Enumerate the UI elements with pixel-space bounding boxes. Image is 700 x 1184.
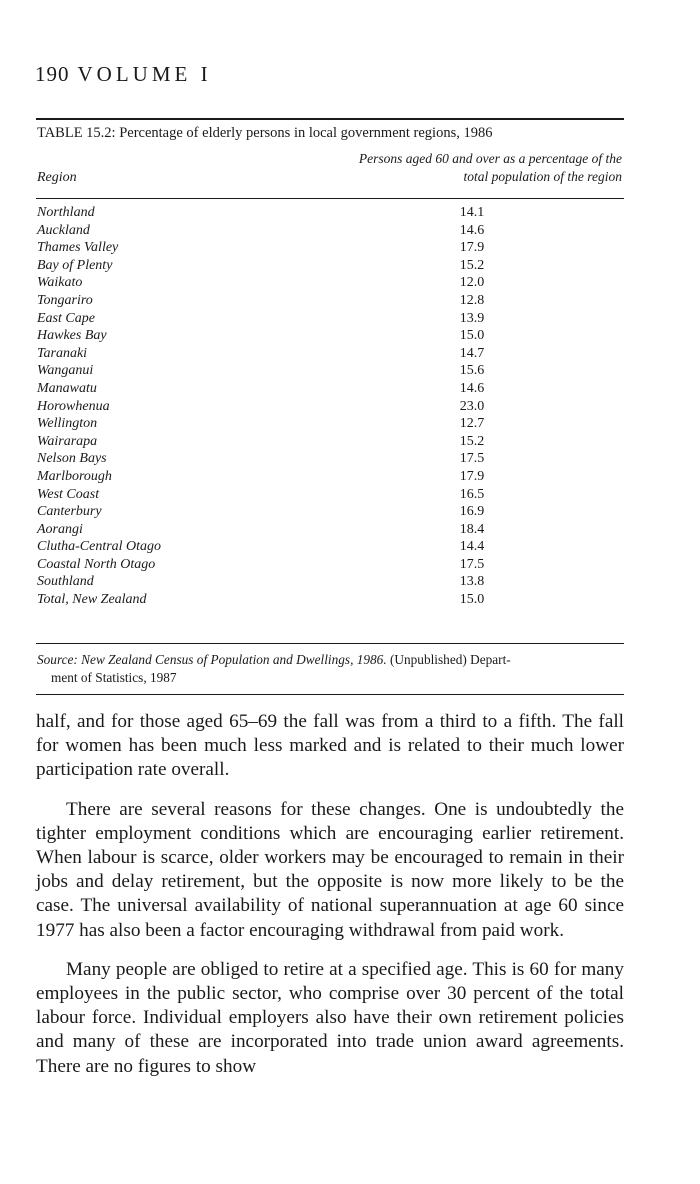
region-name: Clutha-Central Otago xyxy=(37,539,162,555)
table-row xyxy=(0,346,700,364)
table-row xyxy=(0,293,700,311)
region-percentage: 16.5 xyxy=(459,486,485,502)
region-name: Auckland xyxy=(37,222,90,238)
table-row xyxy=(0,522,700,540)
region-percentage: 12.8 xyxy=(459,292,485,308)
region-percentage: 15.6 xyxy=(459,363,485,379)
header-rule xyxy=(36,198,624,199)
table-row xyxy=(0,223,700,241)
region-name: Marlborough xyxy=(37,468,112,484)
region-name: Wairarapa xyxy=(37,433,98,449)
region-percentage: 15.0 xyxy=(459,592,485,608)
table-row xyxy=(0,363,700,381)
table-row xyxy=(0,487,700,505)
region-name: West Coast xyxy=(37,486,100,502)
table-row xyxy=(0,275,700,293)
region-name: Coastal North Otago xyxy=(37,556,156,572)
table-row xyxy=(0,381,700,399)
body-paragraph-1: half, and for those aged 65–69 the fall was from a third to a fifth. The fall for women has been much less marked and is related to their much lower participation rate overall. xyxy=(36,711,624,781)
region-percentage: 15.0 xyxy=(459,328,485,344)
value-column-header-line2: total population of the region xyxy=(463,169,622,184)
running-head xyxy=(35,62,212,87)
table-row xyxy=(0,258,700,276)
region-name: Thames Valley xyxy=(37,240,119,256)
region-name: Taranaki xyxy=(37,345,88,361)
region-column-header: Region xyxy=(37,170,77,185)
region-percentage: 14.1 xyxy=(459,205,485,220)
region-name: Aorangi xyxy=(37,521,83,537)
region-percentage: 14.4 xyxy=(459,539,485,555)
region-percentage: 14.7 xyxy=(459,345,485,361)
region-percentage: 12.7 xyxy=(459,416,485,432)
region-name: Tongariro xyxy=(37,292,93,308)
region-name: Total, New Zealand xyxy=(37,592,147,608)
region-percentage: 15.2 xyxy=(459,433,485,449)
table-row xyxy=(0,434,700,452)
table-row xyxy=(0,469,700,487)
table-row xyxy=(0,539,700,557)
region-percentage: 17.5 xyxy=(459,556,485,572)
table-title: TABLE 15.2: Percentage of elderly persons in local government regions, 1986 xyxy=(37,125,493,141)
source-citation: Source: New Zealand Census of Population and Dwellings, 1986. xyxy=(37,652,387,667)
table-bottom-rule xyxy=(36,643,624,644)
table-row xyxy=(0,311,700,329)
table-row xyxy=(0,240,700,258)
source-bottom-rule xyxy=(36,694,624,695)
table-row xyxy=(0,399,700,417)
region-name: Wanganui xyxy=(37,363,94,379)
region-percentage: 14.6 xyxy=(459,380,485,396)
region-percentage: 13.8 xyxy=(459,574,485,590)
region-percentage: 18.4 xyxy=(459,521,485,537)
region-percentage: 15.2 xyxy=(459,257,485,273)
table-row xyxy=(0,504,700,522)
volume-label: VOLUME I xyxy=(77,62,212,86)
body-text xyxy=(36,710,624,1094)
region-percentage: 17.9 xyxy=(459,240,485,256)
source-line2: ment of Statistics, 1987 xyxy=(51,670,177,685)
region-name: East Cape xyxy=(37,310,95,326)
region-name: Wellington xyxy=(37,416,98,432)
region-name: Horowhenua xyxy=(37,398,110,414)
region-name: Bay of Plenty xyxy=(37,257,113,273)
region-name: Northland xyxy=(37,205,95,220)
value-column-header-line1: Persons aged 60 and over as a percentage of the xyxy=(358,151,622,166)
table-row xyxy=(0,205,700,223)
table-source-note xyxy=(37,651,627,687)
table-row xyxy=(0,328,700,346)
region-percentage: 13.9 xyxy=(459,310,485,326)
body-paragraph-3: Many people are obliged to retire at a specified age. This is 60 for many employees in the public sector, who comprise over 30 percent of the total labour force. Individual employers also have their own retirement policies and many of these are incorporated into trade union award agreements. There are no figures to show xyxy=(36,958,624,1077)
region-percentage: 12.0 xyxy=(459,275,485,291)
region-name: Southland xyxy=(37,574,94,590)
region-name: Manawatu xyxy=(37,380,97,396)
source-publisher: (Unpublished) Depart- xyxy=(386,652,511,667)
value-column-header xyxy=(302,150,622,186)
region-percentage: 17.5 xyxy=(459,451,485,467)
region-name: Hawkes Bay xyxy=(37,328,107,344)
region-name: Canterbury xyxy=(37,504,102,520)
table-row xyxy=(0,557,700,575)
table-row xyxy=(0,416,700,434)
table-top-rule xyxy=(36,118,624,120)
table-row xyxy=(0,592,700,610)
body-paragraph-2: There are several reasons for these changes. One is undoubtedly the tighter employment conditions which are encouraging earlier retirement. When labour is scarce, older workers may be encouraged to remain in their jobs and delay retirement, but the opposite is now more likely to be the case. The universal availability of national superannuation at age 60 since 1977 has also been a factor encouraging withdrawal from paid work. xyxy=(36,798,624,941)
region-name: Waikato xyxy=(37,275,83,291)
table-body xyxy=(0,205,700,610)
table-row xyxy=(0,574,700,592)
region-percentage: 16.9 xyxy=(459,504,485,520)
table-row xyxy=(0,451,700,469)
page-number: 190 xyxy=(35,62,70,86)
region-percentage: 14.6 xyxy=(459,222,485,238)
region-percentage: 17.9 xyxy=(459,468,485,484)
region-name: Nelson Bays xyxy=(37,451,107,467)
region-percentage: 23.0 xyxy=(459,398,485,414)
